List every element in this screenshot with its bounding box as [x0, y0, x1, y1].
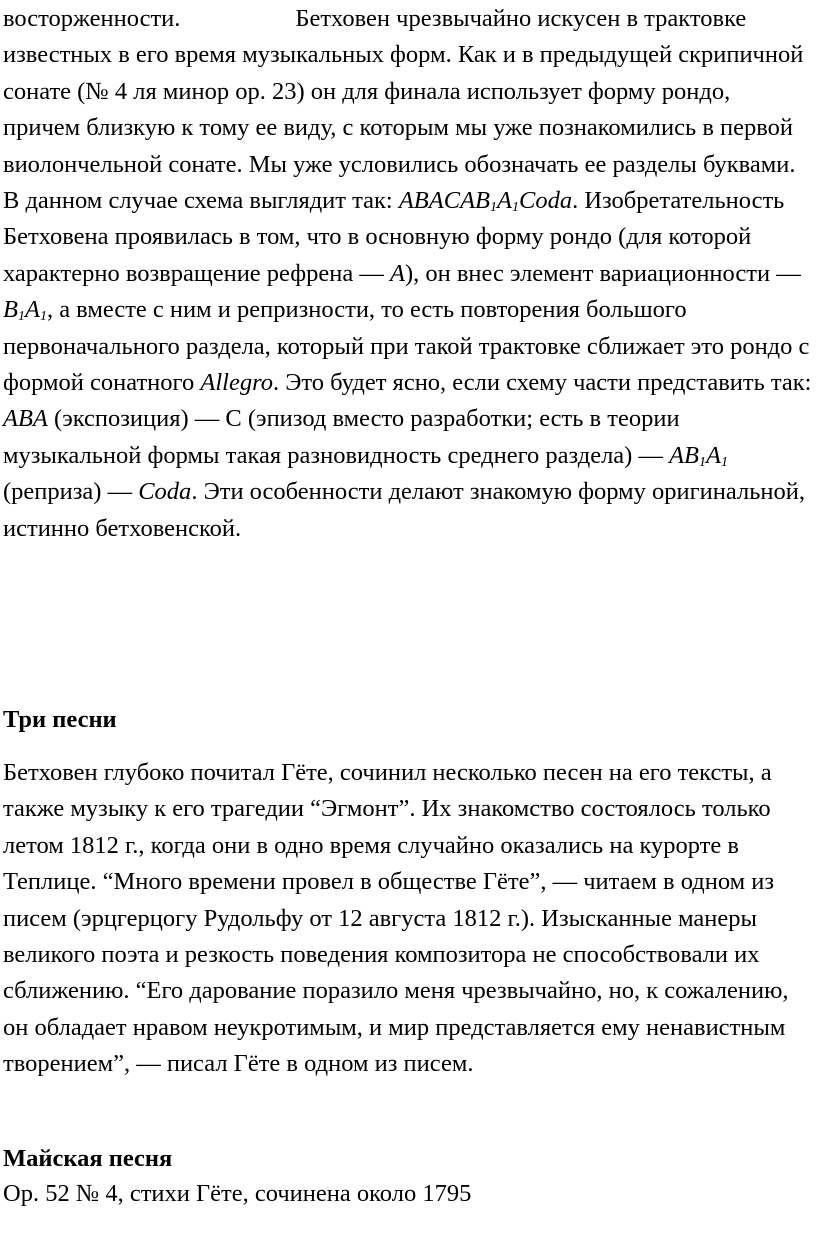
text-span: ), он внес элемент вариационности — [404, 259, 801, 287]
refrain-italic: A [389, 259, 405, 287]
reprise-italic: A [706, 441, 721, 469]
scheme-italic: Coda [518, 187, 573, 215]
section-heading-three-songs: Три песни [3, 706, 117, 733]
text-span: Бетховен чрезвычайно искусен в трактовке известных в его время музыкальных форм. Как и в предыдущей скрипичной сонате (№ 4 ля минор ор. 23) он для финала использует форму рондо, причем близкую к тому ее виду, с которым мы уже познакомились в первой виолончельной сонате. Мы уже условились обозначать ее разделы буквами. В данном случае схема выглядит так: [3, 5, 804, 215]
scheme-subscript: 1 [511, 200, 519, 216]
scheme-italic: A [497, 187, 512, 215]
paragraph-opus-info: Ор. 52 № 4, стихи Гёте, сочинена около 1795 [3, 1180, 472, 1207]
text-span: . Эти особенности делают знакомую форму оригинальной, истинно бетховенской. [3, 478, 805, 542]
text-span: . Это будет ясно, если схему части представить так: [272, 369, 812, 397]
variation-subscript: 1 [17, 309, 25, 325]
text-span: (экспозиция) — С (эпизод вместо разработки; есть в теории музыкальной формы такая разновидность среднего раздела) — [3, 405, 680, 469]
coda-italic: Coda [138, 478, 192, 506]
variation-italic: B [3, 296, 18, 324]
text-span: , а вместе с ним и репризности, то есть повторения большого первоначального раздела, который при такой трактовке сближает это рондо с формой сонатного [3, 296, 810, 397]
exposition-italic: ABA [3, 405, 48, 433]
text-span: (реприза) — [3, 478, 139, 506]
paragraph-lead: восторженности. [3, 5, 181, 32]
scheme-subscript: 1 [490, 200, 498, 216]
variation-subscript: 1 [39, 309, 47, 325]
allegro-italic: Allegro [200, 369, 273, 397]
reprise-subscript: 1 [721, 454, 728, 470]
reprise-italic: AB [669, 441, 700, 469]
variation-italic: A [24, 296, 40, 324]
scheme-italic: ABACAB [398, 187, 491, 215]
paragraph-goethe: Бетховен глубоко почитал Гёте, сочинил несколько песен на его тексты, а также музыку к его трагедии “Эгмонт”. Их знакомство состоялось только летом 1812 г., когда они в одно время случайно оказались на курорте в Теплице. “Много времени провел в обществе Гёте”, — читаем в одном из писем (эрцгерцогу Рудольфу от 12 августа 1812 г.). Изысканные манеры великого поэта и резкость поведения композитора не способствовали их сближению. “Его дарование поразило меня чрезвычайно, но, к сожалению, он обладает нравом неукротимым, и мир представляется ему ненавистным творением”, — писал Гёте в одном из писем. [3, 759, 789, 1078]
text-span: . Изобретательность Бетховена проявилась в том, что в основную форму рондо (для которой характерно возвращение рефрена — [3, 187, 785, 287]
paragraph-violin-sonata [3, 1, 813, 547]
reprise-subscript: 1 [699, 454, 707, 470]
section-heading-may-song: Майская песня [3, 1145, 173, 1172]
